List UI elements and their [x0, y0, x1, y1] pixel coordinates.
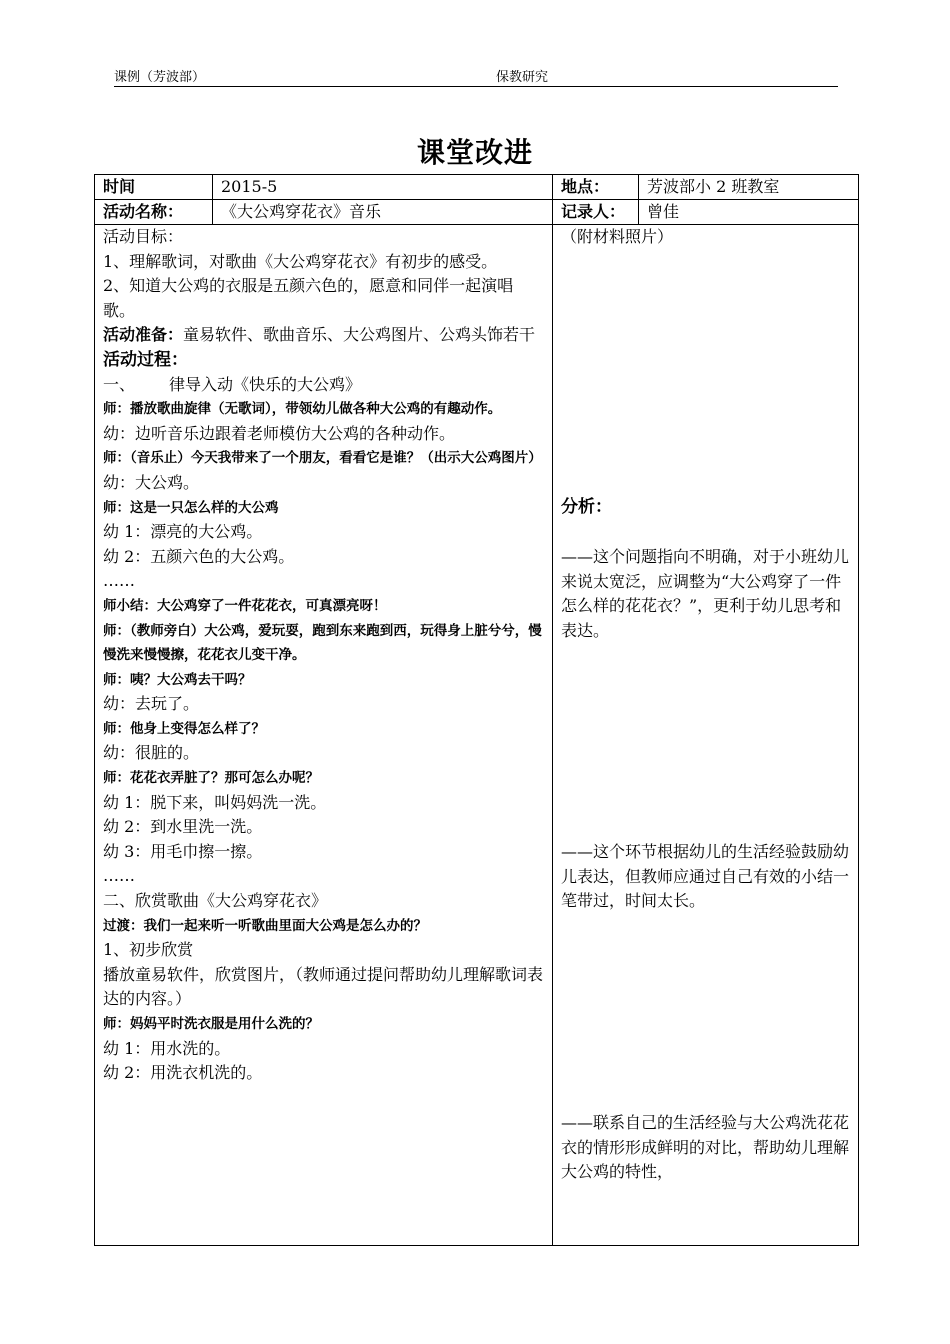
dialogue-line: 幼 3：用毛巾擦一擦。: [103, 841, 263, 861]
analysis-note-2: ——这个环节根据幼儿的生活经验鼓励幼儿表达，但教师应通过自己有效的小结一笔带过，时间太长。: [561, 842, 850, 911]
prep-line: [103, 323, 544, 348]
page-header: [114, 66, 838, 87]
document-title: 课堂改进: [416, 136, 533, 169]
prep-label: 活动准备：: [103, 325, 184, 345]
goal-item-2: 2、知道大公鸡的衣服是五颜六色的，愿意和同伴一起演唱歌。: [103, 276, 514, 320]
analysis-cell: [553, 225, 859, 1246]
dialogue-line: 师：咦？大公鸡去干吗？: [103, 671, 252, 688]
ellipsis-line: ……: [103, 571, 135, 591]
process-cell: [95, 225, 553, 1246]
activity-name-value: 《大公鸡穿花衣》音乐: [213, 200, 553, 225]
time-value: 2015-5: [213, 175, 553, 200]
dialogue-line: 幼 2：用洗衣机洗的。: [103, 1063, 263, 1083]
place-label: 地点：: [553, 175, 639, 200]
info-row-time: [95, 175, 859, 200]
dialogue-line: 师小结：大公鸡穿了一件花花衣，可真漂亮呀！: [103, 597, 387, 614]
sub-step-heading: 1、初步欣赏: [103, 940, 194, 960]
step-1-title: 律导入动《快乐的大公鸡》: [169, 374, 362, 394]
content-row: [95, 225, 859, 1246]
place-value: 芳波部小 2 班教室: [639, 175, 859, 200]
analysis-note-1: ——这个问题指向不明确，对于小班幼儿来说太宽泛，应调整为“大公鸡穿了一件怎么样的花花衣？”，更利于幼儿思考和表达。: [561, 547, 850, 640]
step-1-number: 一、: [103, 374, 136, 394]
dialogue-line: 幼：边听音乐边跟着老师模仿大公鸡的各种动作。: [103, 423, 456, 443]
dialogue-line: 幼 1：漂亮的大公鸡。: [103, 522, 263, 542]
dialogue-line: 师：这是一只怎么样的大公鸡: [103, 499, 279, 516]
dialogue-line: 师：花花衣弄脏了？那可怎么办呢？: [103, 770, 319, 787]
recorder-label: 记录人：: [553, 200, 639, 225]
dialogue-line: 幼：大公鸡。: [103, 472, 200, 492]
dialogue-line: 师：（教师旁白）大公鸡，爱玩耍，跑到东来跑到西，玩得身上脏兮兮，慢慢洗来慢慢擦，花花衣儿变干净。: [103, 622, 542, 664]
dialogue-line: 师：妈妈平时洗衣服是用什么洗的？: [103, 1016, 319, 1032]
recorder-value: 曾佳: [639, 200, 859, 225]
header-left-text: 课例（芳波部）: [114, 70, 206, 85]
dialogue-line: 幼 1：脱下来，叫妈妈洗一洗。: [103, 792, 327, 812]
goal-item-1: 1、理解歌词，对歌曲《大公鸡穿花衣》有初步的感受。: [103, 251, 498, 271]
goal-label: 活动目标：: [103, 227, 184, 246]
ellipsis-line: ……: [103, 866, 135, 886]
time-label: 时间: [95, 175, 213, 200]
dialogue-line: 过渡：我们一起来听一听歌曲里面大公鸡是怎么办的？: [103, 917, 427, 934]
dialogue-line: 师：他身上变得怎么样了？: [103, 720, 265, 737]
info-row-name: [95, 200, 859, 225]
instruction-line: 播放童易软件，欣赏图片，（教师通过提问帮助幼儿理解歌词表达的内容。）: [103, 964, 544, 1009]
attachment-note: （附材料照片）: [561, 227, 674, 246]
dialogue-line: 幼 2：到水里洗一洗。: [103, 817, 263, 837]
header-center-text: 保教研究: [496, 70, 549, 85]
dialogue-line: 幼 1：用水洗的。: [103, 1038, 231, 1058]
activity-name-label: 活动名称：: [95, 200, 213, 225]
analysis-label: 分析：: [561, 497, 612, 517]
dialogue-line: 师：播放歌曲旋律（无歌词），带领幼儿做各种大公鸡的有趣动作。: [103, 401, 502, 418]
dialogue-line: 师：（音乐止）今天我带来了一个朋友，看看它是谁？（出示大公鸡图片）: [103, 450, 542, 467]
dialogue-line: 幼：很脏的。: [103, 743, 200, 763]
step-2-heading: 二、欣赏歌曲《大公鸡穿花衣》: [103, 891, 328, 911]
lesson-table: [94, 174, 859, 1246]
step-1-heading: [103, 373, 544, 398]
analysis-note-3: ——联系自己的生活经验与大公鸡洗花花衣的情形形成鲜明的对比，帮助幼儿理解大公鸡的特性，: [561, 1113, 850, 1182]
process-label: 活动过程：: [103, 349, 188, 370]
dialogue-line: 幼：去玩了。: [103, 694, 200, 714]
dialogue-line: 幼 2：五颜六色的大公鸡。: [103, 546, 295, 566]
prep-value: 童易软件、歌曲音乐、大公鸡图片、公鸡头饰若干: [183, 325, 536, 345]
